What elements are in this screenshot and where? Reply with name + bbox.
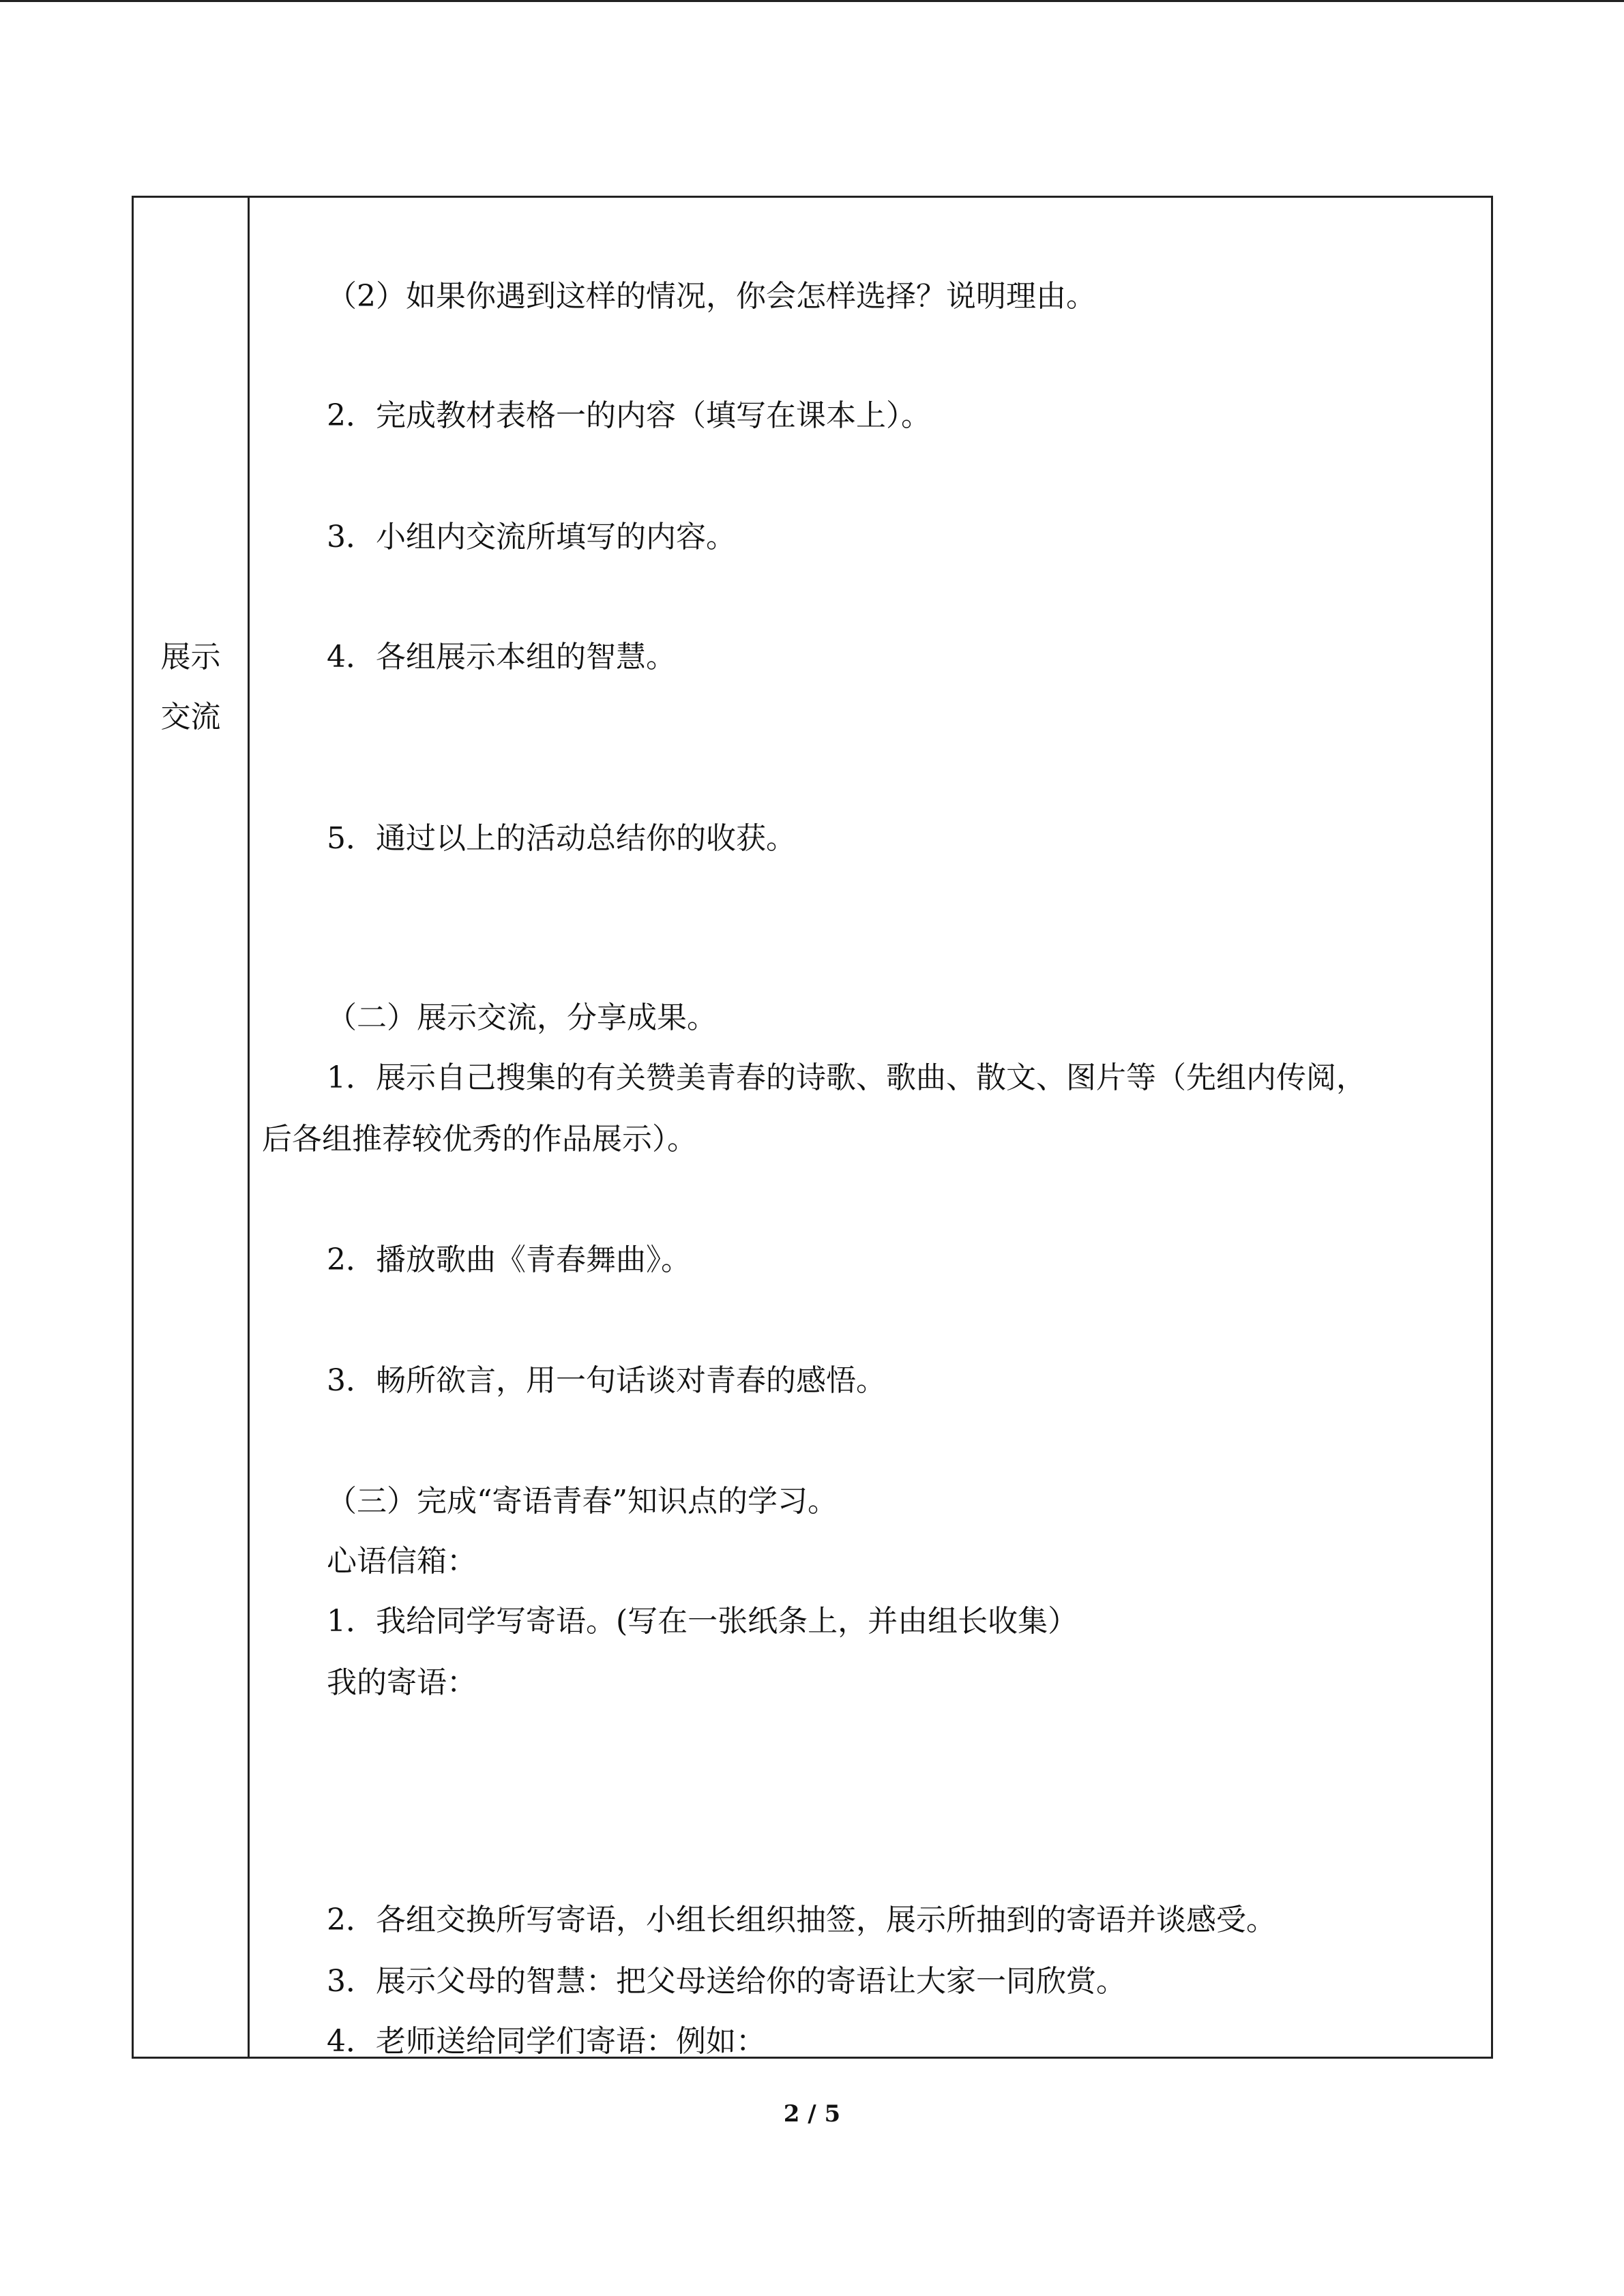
text-line-17: 4．老师送给同学们寄语：例如：: [327, 2024, 766, 2059]
column-divider: [248, 198, 250, 2057]
text-line-1: （2）如果你遇到这样的情况，你会怎样选择？说明理由。: [327, 279, 1096, 314]
text-line-15: 2．各组交换所写寄语，小组长组织抽签，展示所抽到的寄语并谈感受。: [327, 1903, 1276, 1937]
text-line-16: 3．展示父母的智慧：把父母送给你的寄语让大家一同欣赏。: [327, 1964, 1126, 1999]
text-line-5: 5．通过以上的活动总结你的收获。: [327, 821, 796, 856]
text-line-9: 2．播放歌曲《青春舞曲》。: [327, 1242, 691, 1277]
section-label-line-1: 展示: [160, 640, 221, 674]
text-line-8: 后各组推荐较优秀的作品展示）。: [262, 1122, 697, 1157]
section-label: [134, 627, 248, 747]
text-line-2: 2．完成教材表格一的内容（填写在课本上）。: [327, 398, 931, 433]
text-line-12: 心语信箱：: [327, 1544, 477, 1579]
text-line-3: 3．小组内交流所填写的内容。: [327, 520, 736, 554]
text-line-7: 1．展示自己搜集的有关赞美青春的诗歌、歌曲、散文、图片等（先组内传阅，: [327, 1060, 1366, 1095]
text-line-10: 3．畅所欲言，用一句话谈对青春的感悟。: [327, 1363, 886, 1398]
top-border-rule: [0, 0, 1624, 2]
text-line-13: 1．我给同学写寄语。(写在一张纸条上，并由组长收集）: [327, 1604, 1078, 1639]
lesson-table: [132, 196, 1493, 2059]
section-label-line-2: 交流: [160, 700, 221, 734]
text-line-11: （三）完成“寄语青春”知识点的学习。: [327, 1484, 838, 1519]
text-line-6: （二）展示交流，分享成果。: [327, 1000, 717, 1035]
text-line-14: 我的寄语：: [327, 1665, 477, 1700]
text-line-4: 4．各组展示本组的智慧。: [327, 640, 676, 674]
page-number: 2 / 5: [783, 2100, 841, 2128]
